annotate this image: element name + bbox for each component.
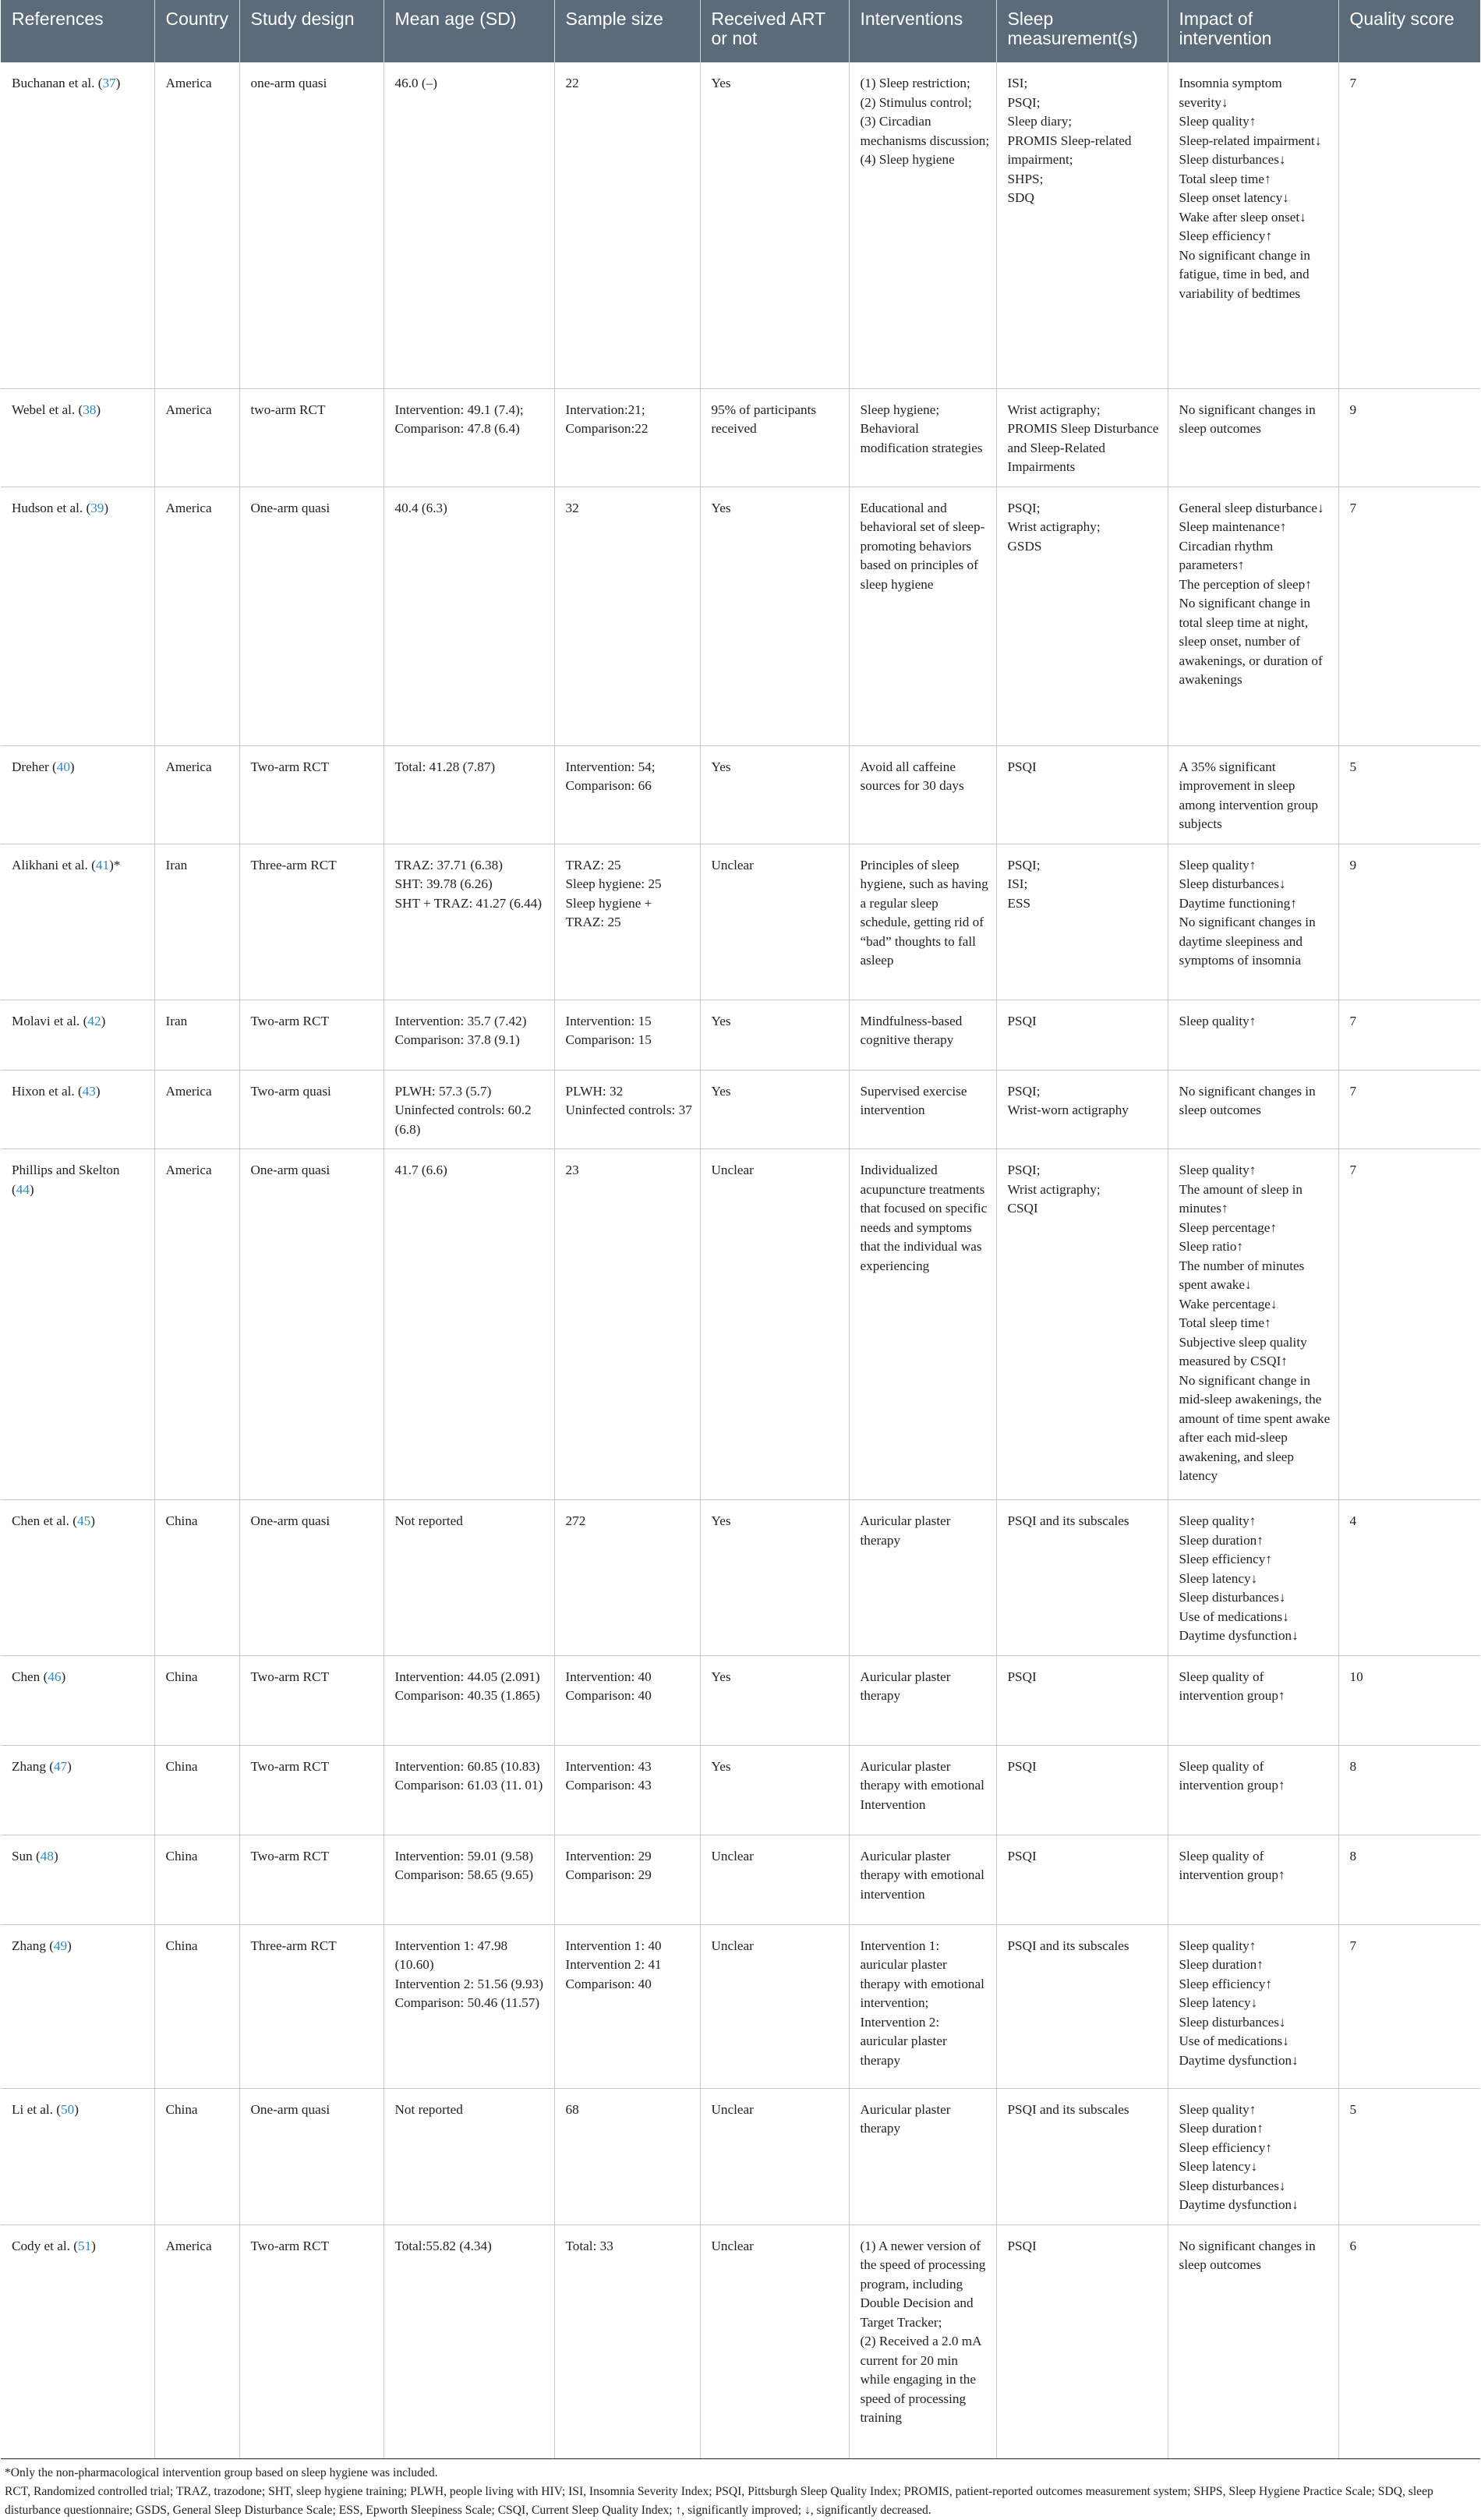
study-design-cell: Two-arm RCT — [239, 745, 384, 844]
impact-cell: Sleep quality↑ Sleep duration↑ Sleep efficiency↑ Sleep latency↓ Sleep disturbances↓ Use of medications↓ Daytime dysfunction↓ — [1168, 1500, 1338, 1656]
quality-score-cell: 8 — [1338, 1745, 1480, 1835]
impact-cell: Sleep quality↑ Sleep duration↑ Sleep efficiency↑ Sleep latency↓ Sleep disturbances↓ Daytime dysfunction↓ — [1168, 2088, 1338, 2224]
table-row — [1, 1000, 1480, 1070]
reference-cell — [1, 1655, 154, 1745]
mean-age-cell: 46.0 (–) — [384, 62, 554, 388]
sleep-measurement-cell: PSQI; ISI; ESS — [996, 844, 1168, 1000]
reference-tail: ) — [29, 1181, 34, 1197]
country-cell: China — [154, 1924, 239, 2088]
reference-tail: ) — [95, 1083, 101, 1099]
interventions-cell: Educational and behavioral set of sleep-promoting behaviors based on principles of sleep hygiene — [849, 487, 996, 745]
country-cell: America — [154, 1149, 239, 1500]
art-cell: Yes — [700, 62, 849, 388]
quality-score-cell: 7 — [1338, 1000, 1480, 1070]
sample-size-cell: Intervention: 15 Comparison: 15 — [554, 1000, 700, 1070]
sleep-measurement-cell: PSQI and its subscales — [996, 1924, 1168, 2088]
reference-cell — [1, 1745, 154, 1835]
reference-cell — [1, 844, 154, 1000]
reference-tail: ) — [74, 2101, 79, 2117]
study-design-cell: two-arm RCT — [239, 388, 384, 487]
interventions-cell: Auricular plaster therapy — [849, 2088, 996, 2224]
sleep-measurement-cell: PSQI and its subscales — [996, 1500, 1168, 1656]
study-design-cell: Three-arm RCT — [239, 844, 384, 1000]
reference-cell — [1, 1924, 154, 2088]
impact-cell: No significant changes in sleep outcomes — [1168, 388, 1338, 487]
sample-size-cell: PLWH: 32 Uninfected controls: 37 — [554, 1070, 700, 1149]
sample-size-cell: TRAZ: 25 Sleep hygiene: 25 Sleep hygiene + TRAZ: 25 — [554, 844, 700, 1000]
study-design-cell: Two-arm RCT — [239, 1000, 384, 1070]
reference-author: Li et al. ( — [12, 2101, 61, 2117]
col-mean-age-header: Mean age (SD) — [384, 0, 554, 62]
interventions-cell: Auricular plaster therapy with emotional intervention — [849, 1835, 996, 1924]
sleep-measurement-cell: PSQI — [996, 1745, 1168, 1835]
reference-author: Zhang ( — [12, 1758, 54, 1774]
art-cell: Yes — [700, 1655, 849, 1745]
impact-cell: Sleep quality of intervention group↑ — [1168, 1835, 1338, 1924]
study-design-cell: One-arm quasi — [239, 2088, 384, 2224]
reference-author: Hixon et al. ( — [12, 1083, 83, 1099]
col-quality-score-header: Quality score — [1338, 0, 1480, 62]
table-row — [1, 1655, 1480, 1745]
citation-link[interactable]: 40 — [56, 759, 70, 774]
study-design-cell: Two-arm RCT — [239, 1835, 384, 1924]
reference-tail: ) — [101, 1013, 106, 1028]
citation-link[interactable]: 39 — [90, 500, 104, 515]
table-row — [1, 1835, 1480, 1924]
impact-cell: Sleep quality of intervention group↑ — [1168, 1655, 1338, 1745]
sample-size-cell: Total: 33 — [554, 2224, 700, 2458]
interventions-cell: Auricular plaster therapy — [849, 1655, 996, 1745]
quality-score-cell: 7 — [1338, 1070, 1480, 1149]
reference-cell — [1, 1070, 154, 1149]
art-cell: Yes — [700, 1745, 849, 1835]
study-design-cell: Two-arm RCT — [239, 1655, 384, 1745]
mean-age-cell: Intervention: 44.05 (2.091) Comparison: 40.35 (1.865) — [384, 1655, 554, 1745]
quality-score-cell: 5 — [1338, 745, 1480, 844]
country-cell: China — [154, 2088, 239, 2224]
sample-size-cell: Intervation:21; Comparison:22 — [554, 388, 700, 487]
sample-size-cell: Intervention: 43 Comparison: 43 — [554, 1745, 700, 1835]
sample-size-cell: 68 — [554, 2088, 700, 2224]
table-row — [1, 1070, 1480, 1149]
impact-cell: No significant changes in sleep outcomes — [1168, 1070, 1338, 1149]
reference-tail: ) — [67, 1758, 72, 1774]
citation-link[interactable]: 41 — [95, 857, 110, 872]
art-cell: Unclear — [700, 2088, 849, 2224]
impact-cell: Sleep quality↑ The amount of sleep in minutes↑ Sleep percentage↑ Sleep ratio↑ The number of minutes spent awake↓ Wake percentage↓ Total sleep time↑ Subjective sleep quality measured by CSQI↑ No significant change in mid-sleep awakenings, the amount of time spent awake after each mid-sleep awakening, and sleep latency — [1168, 1149, 1338, 1500]
reference-author: Zhang ( — [12, 1938, 54, 1953]
country-cell: America — [154, 487, 239, 745]
sample-size-cell: Intervention: 40 Comparison: 40 — [554, 1655, 700, 1745]
table-body — [1, 62, 1480, 2458]
mean-age-cell: TRAZ: 37.71 (6.38) SHT: 39.78 (6.26) SHT + TRAZ: 41.27 (6.44) — [384, 844, 554, 1000]
table-row — [1, 2088, 1480, 2224]
citation-link[interactable]: 43 — [82, 1083, 96, 1099]
reference-cell — [1, 487, 154, 745]
art-cell: 95% of participants received — [700, 388, 849, 487]
quality-score-cell: 7 — [1338, 1924, 1480, 2088]
sleep-measurement-cell: PSQI; Wrist-worn actigraphy — [996, 1070, 1168, 1149]
mean-age-cell: Intervention: 35.7 (7.42) Comparison: 37.8 (9.1) — [384, 1000, 554, 1070]
study-design-cell: one-arm quasi — [239, 62, 384, 388]
reference-cell — [1, 1500, 154, 1656]
impact-cell: General sleep disturbance↓ Sleep maintenance↑ Circadian rhythm parameters↑ The perception of sleep↑ No significant change in total sleep time at night, sleep onset, number of awakenings, or duration of awakenings — [1168, 487, 1338, 745]
country-cell: China — [154, 1500, 239, 1656]
quality-score-cell: 9 — [1338, 388, 1480, 487]
citation-link[interactable]: 37 — [102, 76, 116, 90]
reference-tail: ) — [67, 1938, 72, 1953]
table-row — [1, 388, 1480, 487]
reference-author: Molavi et al. ( — [12, 1013, 88, 1028]
study-design-cell: One-arm quasi — [239, 1500, 384, 1656]
country-cell: Iran — [154, 1000, 239, 1070]
sample-size-cell: Intervention: 54; Comparison: 66 — [554, 745, 700, 844]
quality-score-cell: 7 — [1338, 1149, 1480, 1500]
reference-cell — [1, 2224, 154, 2458]
reference-cell — [1, 1000, 154, 1070]
mean-age-cell: Not reported — [384, 2088, 554, 2224]
mean-age-cell: Intervention: 59.01 (9.58) Comparison: 58.65 (9.65) — [384, 1835, 554, 1924]
reference-author: Cody et al. ( — [12, 2238, 78, 2253]
citation-link[interactable]: 50 — [61, 2101, 75, 2117]
art-cell: Yes — [700, 487, 849, 745]
impact-cell: Insomnia symptom severity↓ Sleep quality↑ Sleep-related impairment↓ Sleep disturbances↓ Total sleep time↑ Sleep onset latency↓ Wake after sleep onset↓ Sleep efficiency↑ No significant change in fatigue, time in bed, and variability of bedtimes — [1168, 62, 1338, 388]
reference-tail: ) — [91, 2238, 96, 2253]
quality-score-cell: 5 — [1338, 2088, 1480, 2224]
sample-size-cell: 32 — [554, 487, 700, 745]
interventions-cell: Avoid all caffeine sources for 30 days — [849, 745, 996, 844]
mean-age-cell: Total:55.82 (4.34) — [384, 2224, 554, 2458]
interventions-cell: (1) Sleep restriction; (2) Stimulus control; (3) Circadian mechanisms discussion; (4) Sleep hygiene — [849, 62, 996, 388]
mean-age-cell: Total: 41.28 (7.87) — [384, 745, 554, 844]
reference-author: Webel et al. ( — [12, 402, 83, 417]
sleep-measurement-cell: PSQI — [996, 1835, 1168, 1924]
reference-author: Sun ( — [12, 1848, 41, 1863]
footnote-asterisk: *Only the non-pharmacological intervention group based on sleep hygiene was included. — [5, 2465, 438, 2479]
reference-tail: ) — [90, 1513, 95, 1528]
quality-score-cell: 10 — [1338, 1655, 1480, 1745]
table-row — [1, 1500, 1480, 1656]
citation-link[interactable]: 44 — [16, 1181, 30, 1197]
impact-cell: A 35% significant improvement in sleep among intervention group subjects — [1168, 745, 1338, 844]
reference-cell — [1, 745, 154, 844]
country-cell: America — [154, 388, 239, 487]
sleep-measurement-cell: PSQI and its subscales — [996, 2088, 1168, 2224]
study-design-cell: Two-arm RCT — [239, 1745, 384, 1835]
country-cell: America — [154, 62, 239, 388]
footnote-abbreviations: RCT, Randomized controlled trial; TRAZ, trazodone; SHT, sleep hygiene training; PLWH, people living with HIV; ISI, Insomnia Severity Index; PSQI, Pittsburgh Sleep Quality Index; PROMIS, patient-reported outcomes measurement system; SHPS, Sleep Hygiene Practice Scale; SDQ, sleep disturbance questionnaire; GSDS, General Sleep Disturbance Scale; ESS, Epworth Sleepiness Scale; CSQI, Current Sleep Quality Index; ↑, significantly improved; ↓, significantly decreased. — [5, 2484, 1433, 2517]
art-cell: Yes — [700, 1000, 849, 1070]
mean-age-cell: Not reported — [384, 1500, 554, 1656]
col-sleep-measurements-header: Sleep measurement(s) — [996, 0, 1168, 62]
col-sample-size-header: Sample size — [554, 0, 700, 62]
reference-cell — [1, 1835, 154, 1924]
impact-cell: Sleep quality↑ Sleep disturbances↓ Daytime functioning↑ No significant changes in daytime sleepiness and symptoms of insomnia — [1168, 844, 1338, 1000]
reference-tail: )* — [109, 857, 121, 872]
sleep-measurement-cell: PSQI — [996, 2224, 1168, 2458]
country-cell: America — [154, 1070, 239, 1149]
art-cell: Unclear — [700, 1149, 849, 1500]
quality-score-cell: 8 — [1338, 1835, 1480, 1924]
quality-score-cell: 7 — [1338, 487, 1480, 745]
sleep-measurement-cell: PSQI — [996, 1000, 1168, 1070]
study-design-cell: One-arm quasi — [239, 1149, 384, 1500]
sample-size-cell: 272 — [554, 1500, 700, 1656]
reference-tail: ) — [69, 759, 75, 774]
art-cell: Yes — [700, 745, 849, 844]
quality-score-cell: 9 — [1338, 844, 1480, 1000]
table-row — [1, 62, 1480, 388]
country-cell: China — [154, 1835, 239, 1924]
sample-size-cell: Intervention 1: 40 Intervention 2: 41 Comparison: 40 — [554, 1924, 700, 2088]
col-received-art-header: Received ART or not — [700, 0, 849, 62]
citation-link[interactable]: 49 — [53, 1938, 68, 1953]
citation-link[interactable]: 38 — [83, 402, 97, 417]
reference-cell — [1, 62, 154, 388]
sleep-measurement-cell: Wrist actigraphy; PROMIS Sleep Disturbance and Sleep-Related Impairments — [996, 388, 1168, 487]
interventions-cell: Sleep hygiene; Behavioral modification strategies — [849, 388, 996, 487]
mean-age-cell: Intervention: 49.1 (7.4); Comparison: 47.8 (6.4) — [384, 388, 554, 487]
sleep-measurement-cell: PSQI — [996, 745, 1168, 844]
interventions-cell: Individualized acupuncture treatments that focused on specific needs and symptoms that the individual was experiencing — [849, 1149, 996, 1500]
table-row — [1, 487, 1480, 745]
reference-tail: ) — [61, 1669, 66, 1684]
country-cell: Iran — [154, 844, 239, 1000]
reference-author: Chen ( — [12, 1669, 48, 1684]
col-study-design-header: Study design — [239, 0, 384, 62]
header-row — [1, 0, 1480, 62]
col-country-header: Country — [154, 0, 239, 62]
table-row — [1, 844, 1480, 1000]
mean-age-cell: Intervention 1: 47.98 (10.60) Intervention 2: 51.56 (9.93) Comparison: 50.46 (11.57) — [384, 1924, 554, 2088]
reference-tail: ) — [115, 76, 121, 90]
interventions-cell: Auricular plaster therapy with emotional Intervention — [849, 1745, 996, 1835]
mean-age-cell: Intervention: 60.85 (10.83) Comparison: 61.03 (11. 01) — [384, 1745, 554, 1835]
mean-age-cell: PLWH: 57.3 (5.7) Uninfected controls: 60.2 (6.8) — [384, 1070, 554, 1149]
country-cell: America — [154, 745, 239, 844]
table-header — [1, 0, 1480, 62]
col-references-header: References — [1, 0, 154, 62]
reference-tail: ) — [53, 1848, 58, 1863]
reference-author: Alikhani et al. ( — [12, 857, 96, 872]
impact-cell: Sleep quality↑ Sleep duration↑ Sleep efficiency↑ Sleep latency↓ Sleep disturbances↓ Use of medications↓ Daytime dysfunction↓ — [1168, 1924, 1338, 2088]
country-cell: China — [154, 1745, 239, 1835]
citation-link[interactable]: 47 — [53, 1758, 68, 1774]
country-cell: America — [154, 2224, 239, 2458]
table-row — [1, 745, 1480, 844]
table-row — [1, 2224, 1480, 2458]
impact-cell: Sleep quality↑ — [1168, 1000, 1338, 1070]
col-impact-header: Impact of intervention — [1168, 0, 1338, 62]
reference-cell — [1, 2088, 154, 2224]
reference-author: Buchanan et al. ( — [12, 76, 103, 90]
citation-link[interactable]: 48 — [40, 1848, 54, 1863]
reference-tail: ) — [96, 402, 101, 417]
table-row — [1, 1924, 1480, 2088]
art-cell: Unclear — [700, 844, 849, 1000]
art-cell: Unclear — [700, 1835, 849, 1924]
study-design-cell: One-arm quasi — [239, 487, 384, 745]
art-cell: Unclear — [700, 2224, 849, 2458]
reference-author: Chen et al. ( — [12, 1513, 77, 1528]
table-row — [1, 1149, 1480, 1500]
country-cell: China — [154, 1655, 239, 1745]
sample-size-cell: 22 — [554, 62, 700, 388]
mean-age-cell: 41.7 (6.6) — [384, 1149, 554, 1500]
art-cell: Unclear — [700, 1924, 849, 2088]
citation-link[interactable]: 45 — [77, 1513, 91, 1528]
sleep-measurement-cell: PSQI; Wrist actigraphy; CSQI — [996, 1149, 1168, 1500]
quality-score-cell: 6 — [1338, 2224, 1480, 2458]
study-design-cell: Two-arm quasi — [239, 1070, 384, 1149]
reference-author: Phillips and Skelton ( — [12, 1163, 120, 1197]
sleep-measurement-cell: ISI; PSQI; Sleep diary; PROMIS Sleep-related impairment; SHPS; SDQ — [996, 62, 1168, 388]
reference-author: Dreher ( — [12, 759, 57, 774]
sleep-measurement-cell: PSQI — [996, 1655, 1168, 1745]
reference-cell — [1, 388, 154, 487]
reference-tail: ) — [104, 500, 109, 515]
citation-link[interactable]: 46 — [48, 1669, 62, 1684]
table-row — [1, 1745, 1480, 1835]
impact-cell: Sleep quality of intervention group↑ — [1168, 1745, 1338, 1835]
sleep-measurement-cell: PSQI; Wrist actigraphy; GSDS — [996, 487, 1168, 745]
study-design-cell: Two-arm RCT — [239, 2224, 384, 2458]
col-interventions-header: Interventions — [849, 0, 996, 62]
study-characteristics-table — [1, 0, 1480, 2459]
art-cell: Yes — [700, 1500, 849, 1656]
study-design-cell: Three-arm RCT — [239, 1924, 384, 2088]
quality-score-cell: 4 — [1338, 1500, 1480, 1656]
citation-link[interactable]: 51 — [77, 2238, 92, 2253]
sample-size-cell: 23 — [554, 1149, 700, 1500]
sample-size-cell: Intervention: 29 Comparison: 29 — [554, 1835, 700, 1924]
interventions-cell: Principles of sleep hygiene, such as having a regular sleep schedule, getting rid of “bad” thoughts to fall asleep — [849, 844, 996, 1000]
interventions-cell: Mindfulness-based cognitive therapy — [849, 1000, 996, 1070]
impact-cell: No significant changes in sleep outcomes — [1168, 2224, 1338, 2458]
mean-age-cell: 40.4 (6.3) — [384, 487, 554, 745]
reference-cell — [1, 1149, 154, 1500]
interventions-cell: Intervention 1: auricular plaster therapy with emotional intervention; Intervention 2: auricular plaster therapy — [849, 1924, 996, 2088]
citation-link[interactable]: 42 — [87, 1013, 101, 1028]
interventions-cell: Auricular plaster therapy — [849, 1500, 996, 1656]
interventions-cell: (1) A newer version of the speed of processing program, including Double Decision and Target Tracker; (2) Received a 2.0 mA current for 20 min while engaging in the speed of processing training — [849, 2224, 996, 2458]
quality-score-cell: 7 — [1338, 62, 1480, 388]
art-cell: Yes — [700, 1070, 849, 1149]
interventions-cell: Supervised exercise intervention — [849, 1070, 996, 1149]
reference-author: Hudson et al. ( — [12, 500, 91, 515]
